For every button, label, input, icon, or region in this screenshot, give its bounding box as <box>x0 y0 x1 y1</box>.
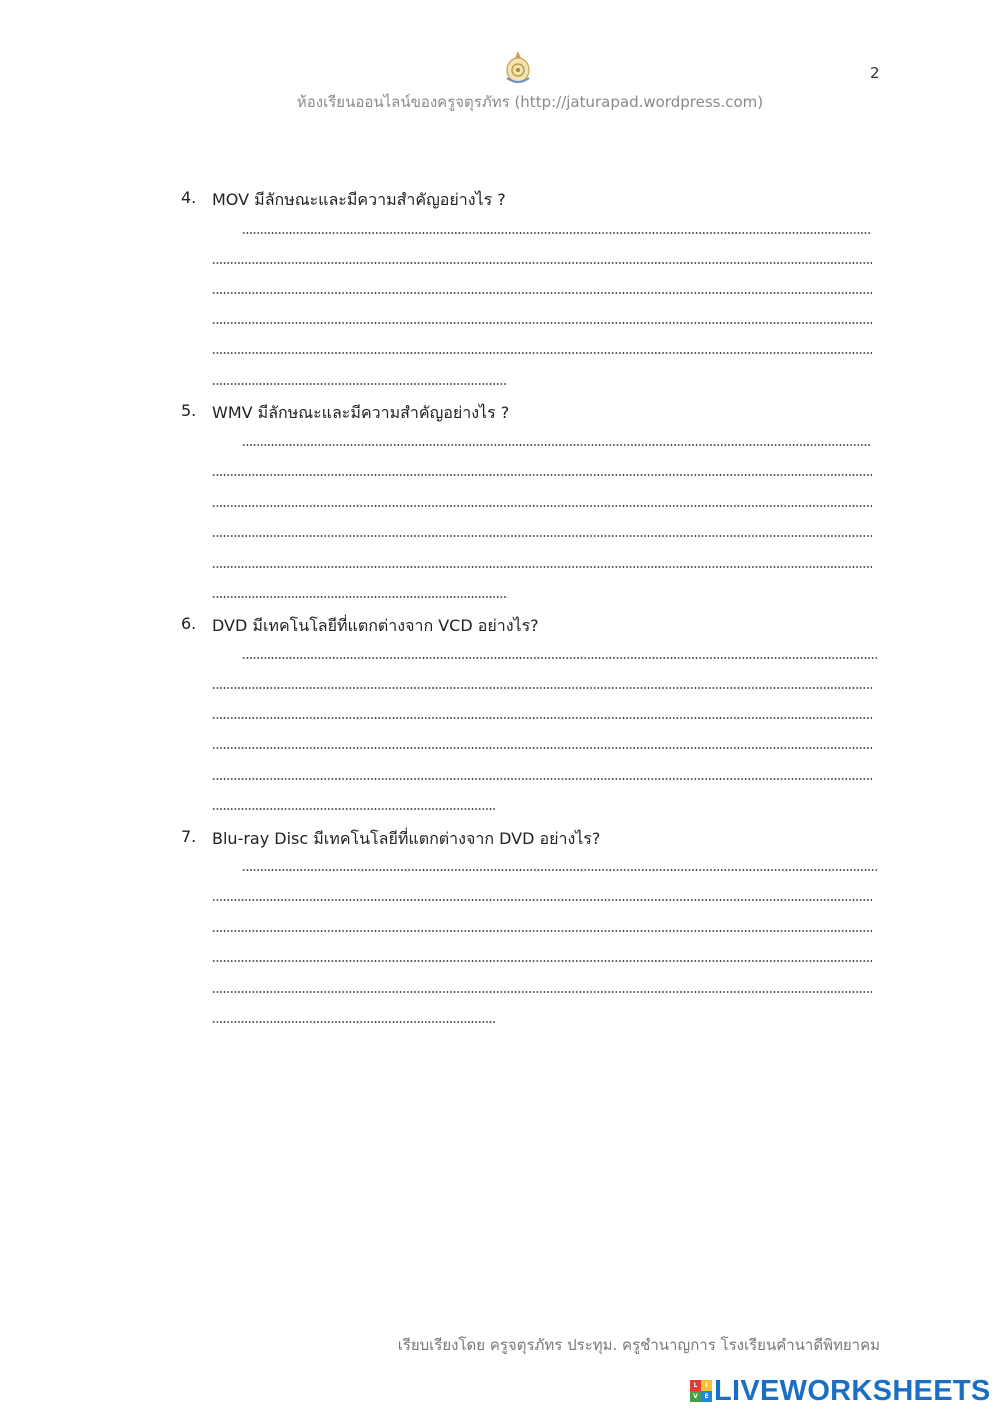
question-number: 7. <box>181 827 197 846</box>
answer-line[interactable] <box>212 352 872 354</box>
question-text: MOV มีลักษณะและมีความสำคัญอย่างไร ? <box>212 190 506 209</box>
answer-line[interactable] <box>212 960 872 962</box>
liveworksheets-icon <box>690 1380 712 1402</box>
answer-line[interactable] <box>212 1021 495 1023</box>
icon-letter-l: L <box>690 1380 701 1391</box>
brand-name: LIVEWORKSHEETS <box>714 1374 991 1407</box>
answer-line[interactable] <box>212 383 508 385</box>
answer-line[interactable] <box>242 444 872 446</box>
answer-line[interactable] <box>212 505 872 507</box>
answer-line[interactable] <box>212 808 495 810</box>
answer-line[interactable] <box>212 292 872 294</box>
question-text: DVD มีเทคโนโลยีที่แตกต่างจาก VCD อย่างไร? <box>212 616 539 635</box>
answer-line[interactable] <box>212 322 872 324</box>
answer-line[interactable] <box>242 232 872 234</box>
question-number: 6. <box>181 614 197 633</box>
answer-line[interactable] <box>212 474 872 476</box>
answer-line[interactable] <box>212 747 872 749</box>
question-text: Blu-ray Disc มีเทคโนโลยีที่แตกต่างจาก DVD อย่างไร? <box>212 829 601 848</box>
answer-line[interactable] <box>212 535 872 537</box>
question-number: 5. <box>181 401 197 420</box>
header-title: ห้องเรียนออนไลน์ของครูจตุรภัทร (http://jaturapad.wordpress.com) <box>296 93 764 111</box>
answer-line[interactable] <box>212 930 872 932</box>
answer-line[interactable] <box>242 657 877 659</box>
answer-line[interactable] <box>212 778 872 780</box>
answer-line[interactable] <box>242 869 877 871</box>
footer-credit: เรียบเรียงโดย ครูจตุรภัทร ประทุม. ครูชำนาญการ โรงเรียนคำนาดีพิทยาคม <box>397 1336 880 1354</box>
page-number: 2 <box>870 64 880 82</box>
answer-line[interactable] <box>212 991 872 993</box>
liveworksheets-logo[interactable] <box>690 1375 991 1407</box>
answer-line[interactable] <box>212 687 872 689</box>
icon-letter-i: I <box>701 1380 712 1391</box>
answer-line[interactable] <box>212 596 508 598</box>
question-number: 4. <box>181 188 197 207</box>
question-text: WMV มีลักษณะและมีความสำคัญอย่างไร ? <box>212 403 510 422</box>
answer-line[interactable] <box>212 899 872 901</box>
answer-line[interactable] <box>212 717 872 719</box>
answer-line[interactable] <box>212 262 872 264</box>
icon-letter-e: E <box>701 1391 712 1402</box>
school-emblem-icon <box>505 50 531 84</box>
answer-line[interactable] <box>212 566 872 568</box>
icon-letter-v: V <box>690 1391 701 1402</box>
